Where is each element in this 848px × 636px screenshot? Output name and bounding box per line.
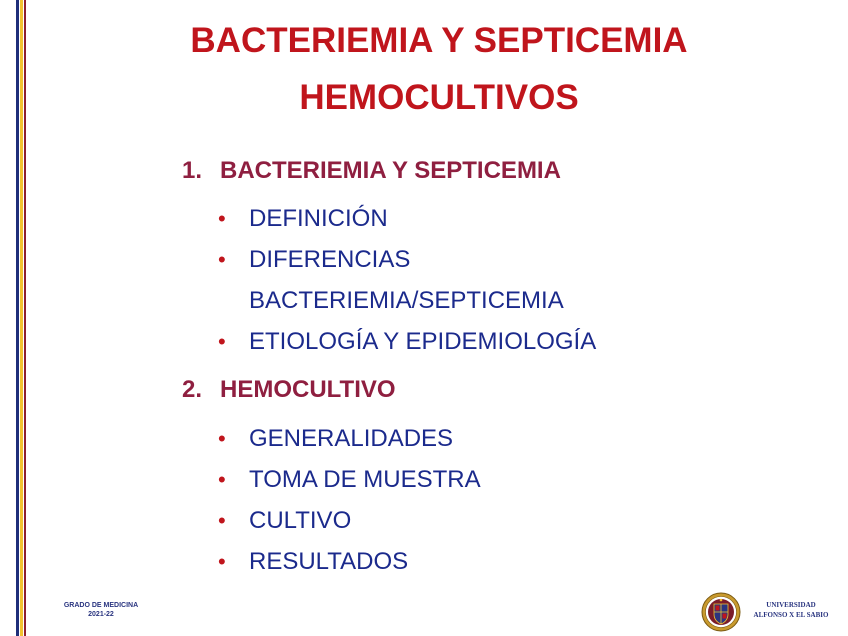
bullet: • [218,508,226,533]
bullet: • [218,549,226,574]
list-item [218,239,596,321]
section-1-list [218,198,596,362]
list-item-text: DEFINICIÓN [249,205,388,232]
section-number: 2. [182,376,203,403]
course-name: GRADO DE MEDICINA [63,602,139,609]
list-item-text: TOMA DE MUESTRA [249,466,481,493]
section-heading-1 [182,156,561,186]
university-name-line-2: ALFONSO X EL SABIO [753,611,829,619]
list-item-text: GENERALIDADES [249,425,454,452]
bullet: • [218,247,226,272]
section-number: 1. [182,157,203,184]
section-heading-2 [182,375,396,405]
bullet: • [218,426,226,451]
section-heading-text: HEMOCULTIVO [220,376,396,403]
slide-title-line-2: HEMOCULTIVOS [299,78,579,117]
list-item [218,321,596,362]
list-item-text: CULTIVO [249,507,352,534]
list-item-text: ETIOLOGÍA Y EPIDEMIOLOGÍA [249,328,597,355]
bullet: • [218,206,226,231]
list-item-text: RESULTADOS [249,548,409,575]
university-name [744,600,838,620]
list-item [218,500,481,541]
list-item [218,459,481,500]
list-item [218,418,481,459]
course-footer [42,601,160,619]
course-year: 2021-22 [88,611,114,618]
section-heading-text: BACTERIEMIA Y SEPTICEMIA [220,157,561,184]
list-item [218,541,481,582]
list-item-text-continued: BACTERIEMIA/SEPTICEMIA [249,287,564,314]
list-item-text: DIFERENCIAS [249,246,411,273]
university-seal-icon [701,592,741,632]
list-item [218,198,596,239]
left-stripe-gold [20,0,23,636]
bullet: • [218,329,226,354]
left-stripe-blue [16,0,19,636]
university-name-line-1: UNIVERSIDAD [766,601,816,609]
slide-title-line-1: BACTERIEMIA Y SEPTICEMIA [190,21,688,60]
section-2-list [218,418,481,582]
bullet: • [218,467,226,492]
left-stripe-maroon [24,0,26,636]
